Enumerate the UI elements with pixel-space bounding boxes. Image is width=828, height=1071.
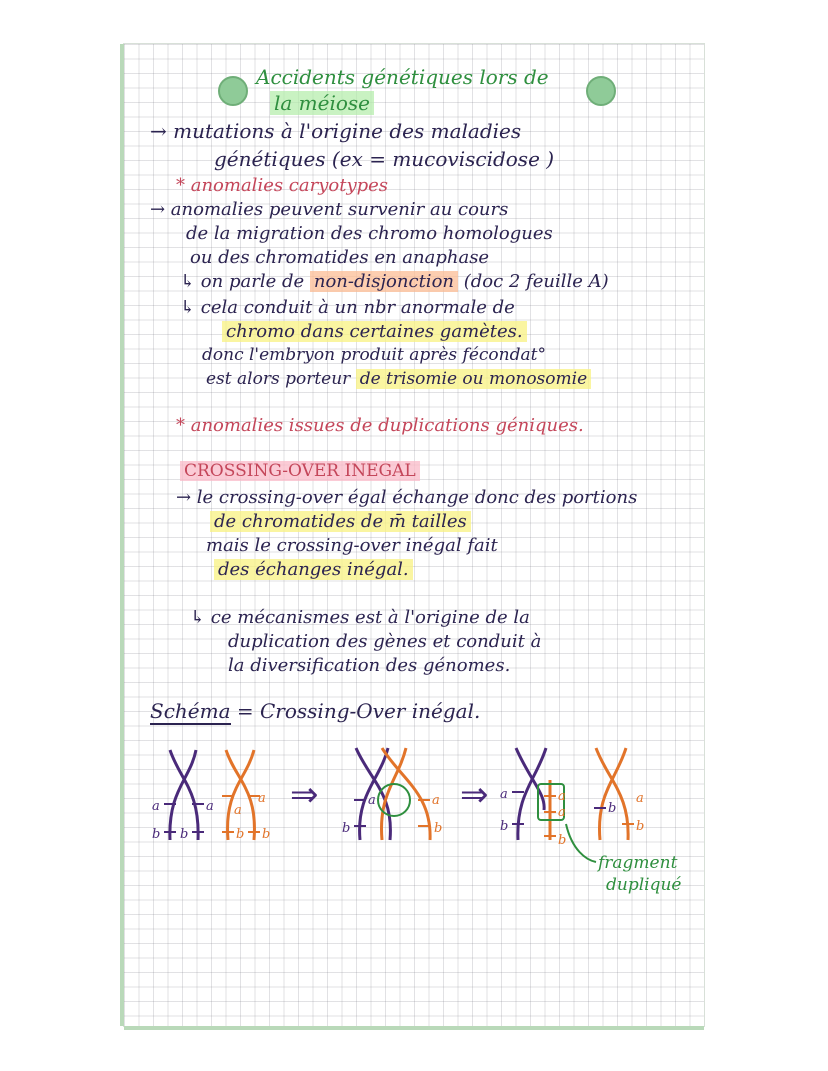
line-anomalies-survenir: → anomalies peuvent survenir au cours — [150, 199, 509, 220]
line-porteur: est alors porteur de trisomie ou monosomie — [206, 370, 591, 389]
crossing-over-heading: CROSSING-OVER INEGAL — [180, 462, 420, 481]
arrow-1: ⇒ — [290, 775, 319, 815]
schema-title — [150, 700, 480, 722]
label-a: a — [500, 787, 508, 802]
caption-duplique: dupliqué — [606, 875, 682, 895]
label-b: b — [342, 821, 351, 836]
line-echanges-inegal: des échanges inégal. — [214, 560, 413, 580]
label-a: a — [636, 791, 644, 806]
label-b: b — [636, 819, 645, 834]
label-b: b — [262, 827, 271, 842]
line-mutations: → mutations à l'origine des maladies — [150, 119, 522, 143]
label-a: a — [234, 803, 242, 818]
binder-hole-left — [218, 76, 248, 106]
label-b: b — [152, 827, 161, 842]
label-a: a — [558, 789, 566, 804]
schema-subtitle: = Crossing-Over inégal. — [236, 699, 481, 723]
label-b: b — [434, 821, 443, 836]
arrow-2: ⇒ — [460, 775, 489, 815]
line-crossing-egal: → le crossing-over égal échange donc des portions — [176, 487, 638, 508]
line-non-disjonction: ↳ on parle de non-disjonction (doc 2 feuille A) — [180, 271, 609, 292]
line-migration: de la migration des chromo homologues — [186, 223, 553, 244]
line-embryon: donc l'embryon produit après fécondat° — [202, 345, 546, 365]
caption-fragment: fragment — [598, 853, 678, 873]
crossing-over-diagram — [150, 740, 710, 910]
label-a: a — [432, 793, 440, 808]
purple-chromosome-1 — [152, 750, 214, 842]
non-disjonction-highlight: non-disjonction — [310, 271, 458, 292]
label-b: b — [558, 833, 567, 848]
label-b: b — [236, 827, 245, 842]
crossing-stage-2 — [342, 748, 442, 840]
label-a: a — [558, 805, 566, 820]
line-crossing-inegal: mais le crossing-over inégal fait — [206, 535, 498, 556]
label-a: a — [152, 799, 160, 814]
line-chromo-gametes: chromo dans certaines gamètes. — [222, 322, 527, 342]
label-b: b — [608, 801, 617, 816]
caption-pointer-line — [566, 824, 596, 862]
line-cela-conduit: ↳ cela conduit à un nbr anormale de — [180, 297, 515, 318]
line-chromatides: ou des chromatides en anaphase — [190, 247, 490, 268]
label-a: a — [368, 793, 376, 808]
line-diversification: la diversification des génomes. — [228, 655, 511, 676]
label-a: a — [206, 799, 214, 814]
orange-chromosome-1 — [222, 750, 270, 842]
label-b: b — [500, 819, 509, 834]
crossing-point-circle — [378, 784, 410, 816]
label-b: b — [180, 827, 189, 842]
line-mecanismes: ↳ ce mécanismes est à l'origine de la — [190, 607, 530, 628]
binder-hole-right — [586, 76, 616, 106]
line-genetiques: génétiques (ex = mucoviscidose ) — [214, 147, 555, 171]
trisomie-highlight: de trisomie ou monosomie — [356, 369, 591, 389]
line-anomalies-caryotypes: * anomalies caryotypes — [176, 175, 389, 196]
line-duplications-geniques: * anomalies issues de duplications géniques. — [176, 415, 584, 436]
title-line-2: la méiose — [270, 92, 374, 114]
line-chromatides-tailles: de chromatides de m̄ tailles — [210, 512, 471, 532]
label-a: a — [258, 791, 266, 806]
title-line-1: Accidents génétiques lors de — [256, 65, 549, 89]
crossing-stage-3 — [500, 748, 681, 895]
schema-heading: Schéma — [150, 699, 231, 723]
line-duplication-genes: duplication des gènes et conduit à — [228, 631, 542, 652]
